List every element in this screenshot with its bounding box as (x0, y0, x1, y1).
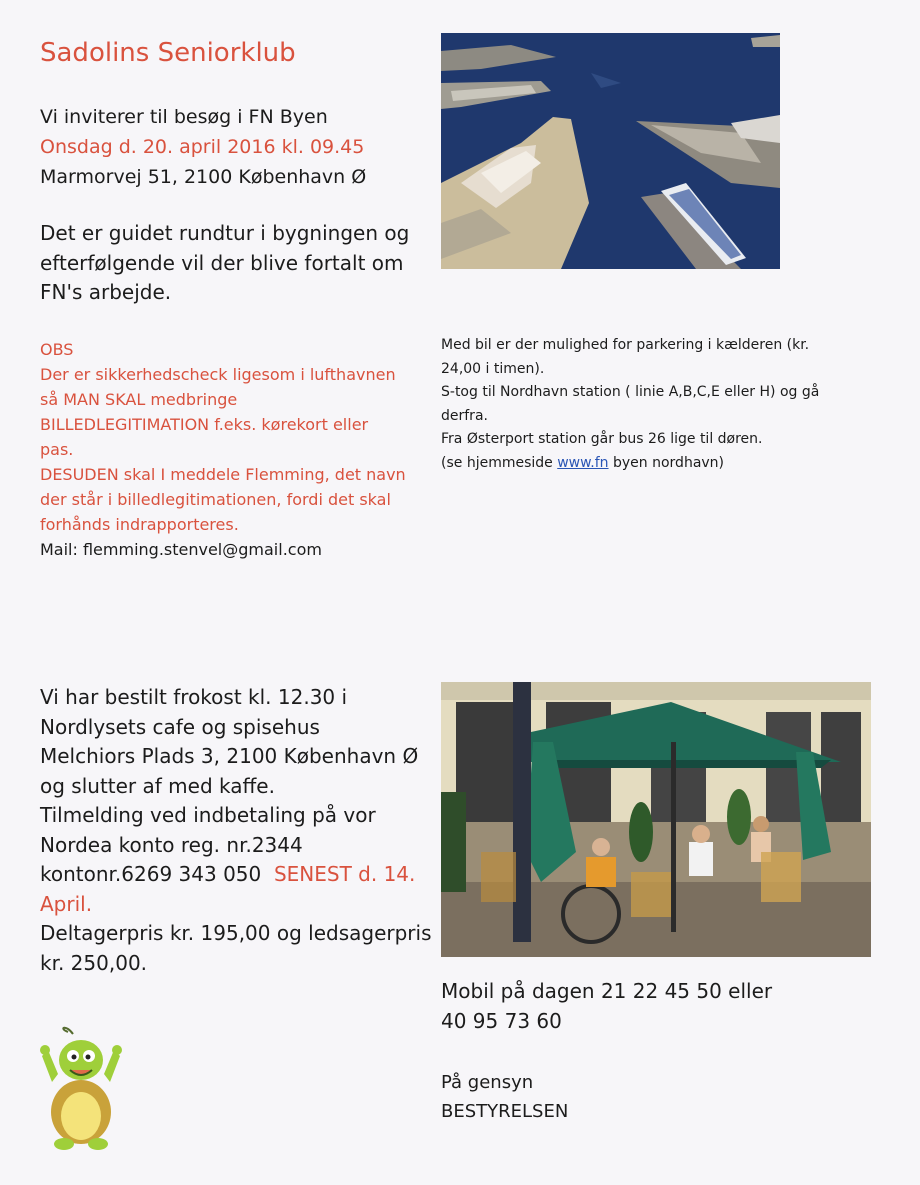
obs-line: BILLEDLEGITIMATION f.eks. kørekort eller (40, 415, 369, 434)
contact-mail: Mail: flemming.stenvel@gmail.com (40, 540, 322, 559)
tour-line: efterfølgende vil der blive fortalt om (40, 250, 404, 275)
tour-line: Det er guidet rundtur i bygningen og (40, 221, 410, 245)
website-prefix: (se hjemmeside (441, 454, 558, 471)
obs-line: pas. (40, 440, 74, 459)
goodbye-text: På gensyn (441, 1072, 534, 1093)
account-number: kontonr.6269 343 050 (40, 862, 262, 886)
obs-line: forhånds indrapporteres. (40, 515, 239, 534)
lunch-line: Melchiors Plads 3, 2100 København Ø (40, 744, 419, 768)
cafe-photo (441, 682, 871, 957)
obs-line: OBS (40, 340, 74, 359)
event-date: Onsdag d. 20. april 2016 kl. 09.45 (40, 136, 365, 158)
tour-line: FN's arbejde. (40, 280, 172, 304)
obs-line: DESUDEN skal I meddele Flemming, det navn (40, 465, 406, 484)
obs-line: så MAN SKAL medbringe (40, 390, 238, 409)
event-address: Marmorvej 51, 2100 København Ø (40, 166, 367, 188)
price-line: kr. 250,00. (40, 950, 148, 975)
harbor-photo (441, 33, 780, 269)
mobile-info (441, 977, 772, 1036)
transport-line: Med bil er der mulighed for parkering i kælderen (kr. (441, 337, 810, 353)
transport-line: S-tog til Nordhavn station ( linie A,B,C,E eller H) og gå (441, 384, 820, 400)
lunch-line: Nordea konto reg. nr.2344 (40, 832, 303, 857)
board-signature: BESTYRELSEN (441, 1101, 569, 1122)
transport-line: derfra. (441, 407, 488, 424)
invitation-text: Vi inviterer til besøg i FN Byen (40, 106, 328, 128)
mobile-line: 40 95 73 60 (441, 1008, 562, 1033)
lunch-line: og slutter af med kaffe. (40, 773, 275, 798)
transport-info (441, 334, 819, 475)
lunch-line: Vi har bestilt frokost kl. 12.30 i (40, 685, 348, 709)
invitation-block (40, 102, 366, 192)
transport-line: Fra Østerport station går bus 26 lige til døren. (441, 431, 763, 447)
obs-notice (40, 337, 406, 562)
website-suffix: byen nordhavn) (608, 454, 725, 471)
deadline-text-month: April. (40, 891, 93, 916)
mobile-line: Mobil på dagen 21 22 45 50 eller (441, 979, 773, 1003)
deadline-text: SENEST d. 14. (273, 862, 416, 886)
website-line (441, 452, 819, 476)
tour-description (40, 219, 409, 308)
lunch-block (40, 683, 432, 978)
price-line: Deltagerpris kr. 195,00 og ledsagerpris (40, 921, 432, 945)
lunch-line: Nordlysets cafe og spisehus (40, 714, 320, 739)
transport-line: 24,00 i timen). (441, 360, 545, 377)
account-line (40, 860, 432, 890)
sign-off (441, 1068, 568, 1126)
obs-line: Der er sikkerhedscheck ligesom i lufthavnen (40, 365, 396, 384)
page-title: Sadolins Seniorklub (40, 38, 296, 68)
obs-line: der står i billedlegitimationen, fordi det skal (40, 490, 391, 509)
lunch-line: Tilmelding ved indbetaling på vor (40, 803, 376, 827)
website-link[interactable]: www.fn (557, 454, 609, 471)
turtle-mascot-icon (38, 1022, 124, 1152)
